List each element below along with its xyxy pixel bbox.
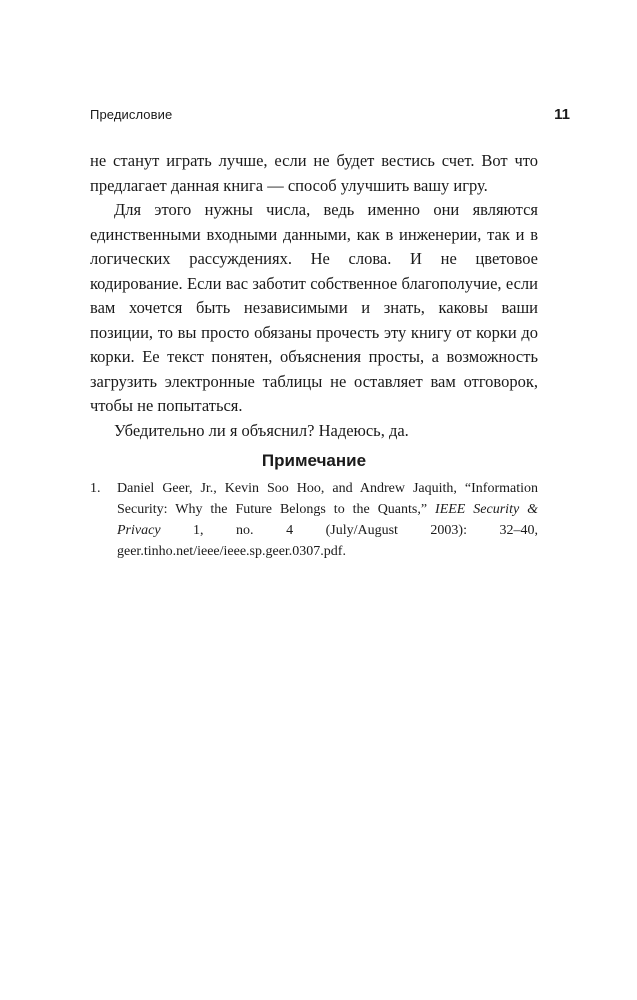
notes-heading: Примечание xyxy=(261,451,367,470)
section-title: Предисловие xyxy=(90,107,173,122)
page-number: 11 xyxy=(554,106,570,123)
running-head xyxy=(90,107,570,129)
paragraph-numbers: Для этого нужны числа, ведь именно они являются единственными входными данными, как в инженерии, так и в логических рассуждениях. Не слова. И не цветовое кодирование. Если вас заботит собственное благополучие, если вам хочется быть независимыми и знать, каковы ваши позиции, то вы просто обязаны прочесть эту книгу от корки до корки. Ее текст понятен, объяснения просты, а возможность загрузить электронные таблицы не оставляет вам отговорок, чтобы не попытаться. xyxy=(90,200,538,415)
note-text-before: Daniel Geer, Jr., Kevin Soo Hoo, and Andrew Jaquith, “Information Security: Why the Future Belongs to the Quants,” xyxy=(117,481,538,517)
note-text-after: 1, no. 4 (July/August 2003): 32–40, geer.tinho.net/ieee/ieee.sp.geer.0307.pdf. xyxy=(117,523,538,559)
paragraph-closing: Убедительно ли я объяснил? Надеюсь, да. xyxy=(114,420,409,440)
note-number: 1. xyxy=(90,481,101,496)
note-text xyxy=(117,478,538,562)
note-journal-title: IEEE Security & Privacy xyxy=(117,502,539,538)
notes-section xyxy=(90,449,538,562)
notes-list xyxy=(90,478,538,562)
paragraph-continued: не станут играть лучше, если не будет вестись счет. Вот что предлагает данная книга — способ улучшить вашу игру. xyxy=(90,151,538,195)
page-body xyxy=(90,149,538,562)
note-item xyxy=(90,478,538,562)
